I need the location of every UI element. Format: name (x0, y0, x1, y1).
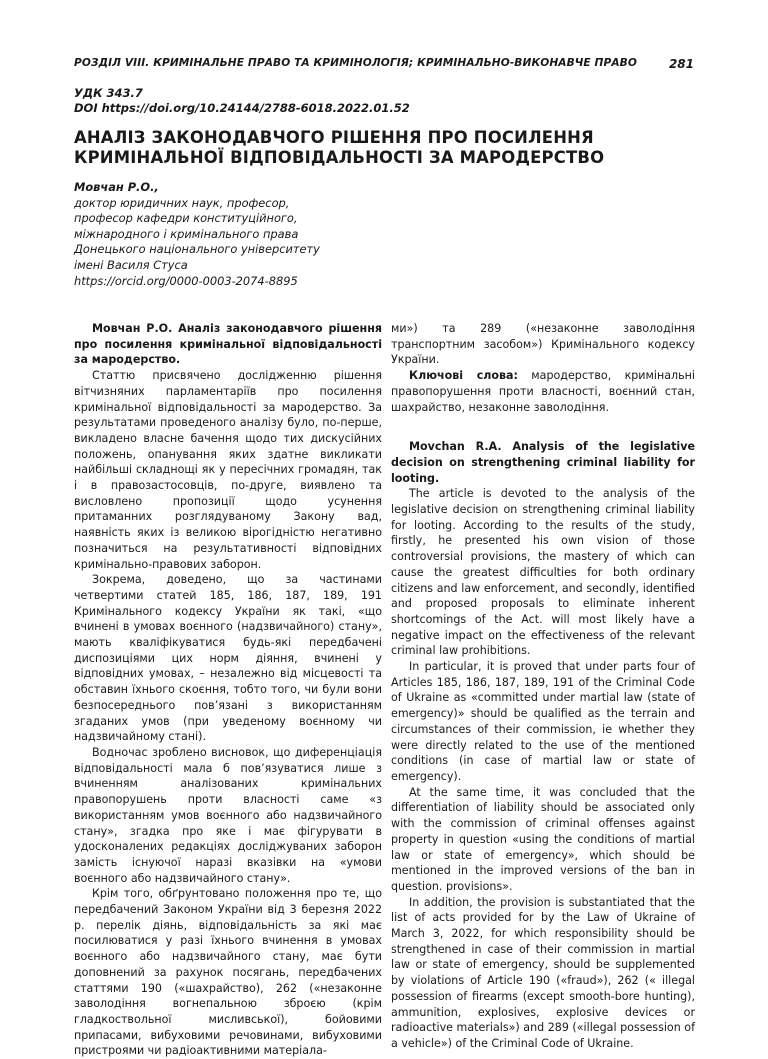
author-degree: доктор юридичних наук, професор, (74, 195, 290, 210)
author-department: міжнародного і кримінального права (74, 226, 299, 241)
ua-abstract-paragraph-3: Водночас зроблено висновок, що диференціація відповідальності мала б пов’язуватися лише з вчиненням аналізованих кримінальних правопорушень проти власності саме «з використанням умов воєнного або надзвичайного стану», згадка про яке і має фігурувати в удосконалених редакціях досліджуваних заборон замість існуючої наразі вказівки на «умови воєнного або надзвичайного стану». (74, 745, 382, 885)
keywords-label: Ключові слова: (409, 369, 518, 383)
running-head: РОЗДІЛ VIII. КРИМІНАЛЬНЕ ПРАВО ТА КРИМІНОЛОГІЯ; КРИМІНАЛЬНО-ВИКОНАВЧЕ ПРАВО (74, 57, 637, 69)
ua-abstract-heading: Мовчан Р.О. Аналіз законодавчого рішення про посилення кримінальної відповідальності за мародерство. (74, 322, 382, 367)
author-university-name: імені Василя Стуса (74, 257, 188, 272)
page-number: 281 (668, 57, 694, 71)
ukrainian-abstract-column (74, 321, 382, 1059)
ua-abstract-paragraph-2: Зокрема, доведено, що за частинами четвертими статей 185, 186, 187, 189, 191 Кримінального кодексу України як такі, «що вчинені в умовах воєнного (надзвичайного) стану», мають кваліфікуватися будь-які передбачені диспозиціями цих норм діяння, вчинені у відповідних умовах, – незалежно від місцевості та обставин їхнього скоєння, тобто того, чи були вони безпосереднього пов’язані з використанням згаданих умов (при уведеному воєнному чи надзвичайному стані). (74, 573, 382, 744)
author-orcid-link[interactable]: https://orcid.org/0000-0003-2074-8895 (74, 273, 298, 288)
author-university: Донецького національного університету (74, 242, 320, 257)
author-name: Мовчан Р.О., (74, 180, 159, 194)
doi-link[interactable]: DOI https://doi.org/10.24144/2788-6018.2022.01.52 (74, 101, 410, 115)
ua-abstract-paragraph-4-continued: ми») та 289 («незаконне заволодіння транспортним засобом») Кримінального кодексу України. (391, 322, 695, 367)
article-title: АНАЛІЗ ЗАКОНОДАВЧОГО РІШЕННЯ ПРО ПОСИЛЕННЯ КРИМІНАЛЬНОЇ ВІДПОВІДАЛЬНОСТІ ЗА МАРОДЕРСТВО (74, 128, 605, 167)
en-abstract-paragraph-2: In particular, it is proved that under parts four of Articles 185, 186, 187, 189, 191 of the Criminal Code of Ukraine as «committed under martial law (state of emergency)» should be qualified as the terrain and circumstances of their commission, ie whether they were directly related to the use of the mentioned conditions (in case of martial law or state of emergency). (391, 660, 695, 783)
right-column (391, 321, 695, 1052)
udc-code: УДК 343.7 (74, 86, 143, 100)
author-block (74, 180, 404, 289)
author-position: професор кафедри конституційного, (74, 211, 298, 226)
keywords-text: мародерство, кримінальні правопорушення проти власності, воєнний стан, шахрайство, незаконне заволодіння. (391, 369, 695, 414)
en-abstract-paragraph-1: The article is devoted to the analysis of the legislative decision on strengthening criminal liability for looting. According to the results of the study, firstly, he presented his own vision of those controversial provisions, the mastery of which can cause the greatest difficulties for both ordinary citizens and law enforcement, and secondly, identified and proposed proposals to eliminate inherent shortcomings of the Act. will most likely have a negative impact on the effectiveness of the relevant criminal law prohibitions. (391, 487, 695, 658)
en-abstract-heading: Movchan R.A. Analysis of the legislative decision on strengthening criminal liability for looting. (391, 440, 695, 485)
ua-abstract-paragraph-1: Статтю присвячено дослідженню рішення вітчизняних парламентаріїв про посилення кримінальної відповідальності за мародерство. За результатами проведеного аналізу було, по-перше, викладено власне бачення щодо тих дискусійних положень, опанування яких здатне викликати найбільші складнощі як у пересічних громадян, так і в правозастосовців, по-друге, виявлено та висловлено пропозиції щодо усунення притаманних розглядуваному Закону вад, наявність яких із великою вірогідністю негативно позначиться на результативності відповідних кримінально-правових заборон. (74, 369, 382, 571)
en-abstract-paragraph-4: In addition, the provision is substantiated that the list of acts provided for by the Law of Ukraine of March 3, 2022, for which responsibility should be strengthened in case of their commission in martial law or state of emergency, should be supplemented by violations of Article 190 («fraud»), 262 (« illegal possession of firearms (except smooth-bore hunting), ammunition, explosives, explosive devices or radioactive materials») and 289 («illegal possession of a vehicle») of the Criminal Code of Ukraine. (391, 895, 695, 1050)
en-abstract-paragraph-3: At the same time, it was concluded that the differentiation of liability should be associated only with the commission of criminal offenses against property in question «using the conditions of martial law or state of emergency», which should be mentioned in the improved versions of the ban in question. provisions». (391, 785, 695, 893)
ua-abstract-paragraph-4: Крім того, обґрунтовано положення про те, що передбачений Законом України від 3 березня 2022 р. перелік діянь, відповідальність за які має посилюватися у разі їхнього вчинення в умовах воєнного або надзвичайного стану, має бути доповнений за рахунок посягань, передбачених статтями 190 («шахрайство), 262 («незаконне заволодіння вогнепальною зброєю (крім гладкоствольної мисливської), бойовими припасами, вибуховими речовинами, вибуховими пристроями чи радіоактивними матеріала- (74, 887, 382, 1058)
ua-keywords (391, 368, 695, 415)
